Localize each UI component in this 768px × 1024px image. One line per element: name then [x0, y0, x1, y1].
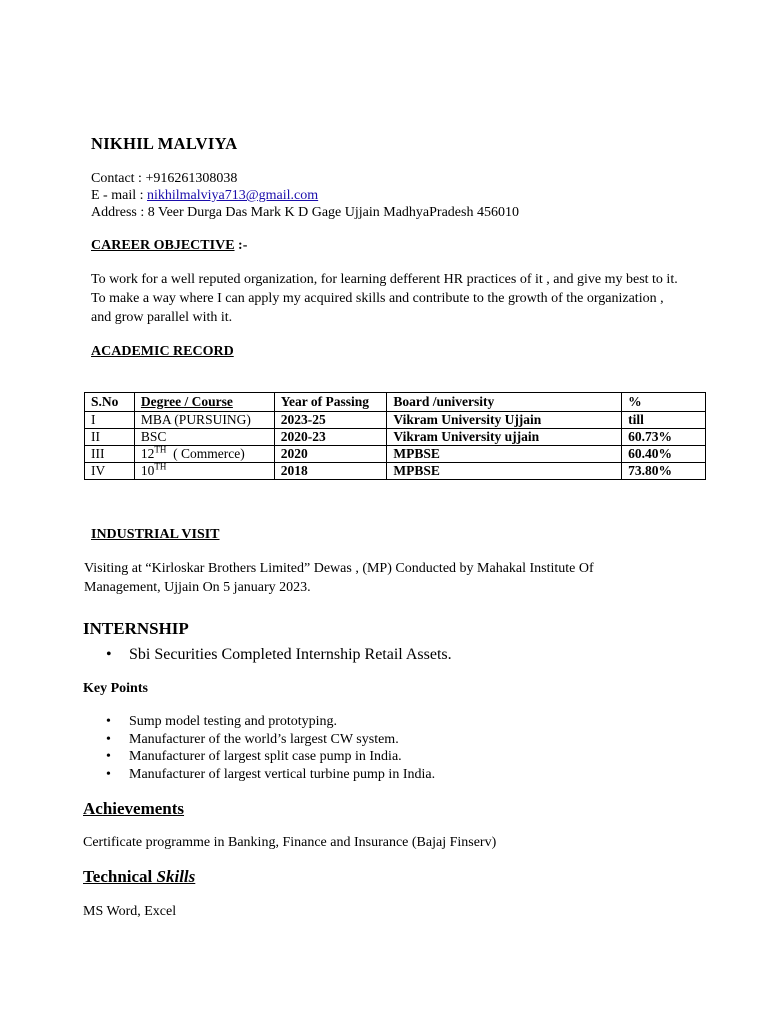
cell-sno: II: [85, 429, 135, 446]
internship-list: [84, 645, 452, 665]
cell-percent: 73.80%: [622, 463, 706, 480]
list-item: • Sbi Securities Completed Internship Retail Assets.: [84, 645, 452, 665]
address-line: [91, 204, 519, 221]
candidate-name: NIKHIL MALVIYA: [91, 134, 238, 153]
email-label: E - mail :: [91, 188, 147, 203]
cell-percent: till: [622, 412, 706, 429]
technical-skills-text: MS Word, Excel: [83, 904, 177, 919]
col-header-sno: S.No: [85, 393, 135, 412]
academic-record-table: [84, 392, 706, 480]
achievements-heading: Achievements: [83, 799, 185, 818]
contact-label: Contact :: [91, 171, 146, 186]
cell-degree: 10TH: [134, 463, 274, 480]
industrial-visit-heading: INDUSTRIAL VISIT: [91, 527, 220, 542]
industrial-visit-text: Visiting at “Kirloskar Brothers Limited” Dewas , (MP) Conducted by Mahakal Institute Of Management, Ujjain On 5 january 2023.: [84, 561, 594, 595]
internship-heading: INTERNSHIP: [83, 619, 189, 638]
cell-year: 2020-23: [274, 429, 387, 446]
cell-year: 2023-25: [274, 412, 387, 429]
key-points-list: [84, 713, 435, 783]
email-link[interactable]: nikhilmalviya713@gmail.com: [147, 188, 319, 203]
key-points-heading: Key Points: [83, 681, 148, 696]
col-header-board: Board /university: [387, 393, 622, 412]
career-objective-title: CAREER OBJECTIVE: [91, 238, 235, 253]
email-line: [91, 187, 318, 204]
col-header-percent: %: [622, 393, 706, 412]
address-label: Address :: [91, 205, 148, 220]
cell-degree: 12TH ( Commerce): [134, 446, 274, 463]
table-row: [85, 429, 706, 446]
career-objective-text: To work for a well reputed organization, for learning defferent HR practices of it , and give my best to it. To make a way where I can apply my acquired skills and contribute to the growth of the organization , and grow parallel with it.: [91, 272, 678, 325]
cell-sno: IV: [85, 463, 135, 480]
table-row: [85, 412, 706, 429]
table-row: [85, 463, 706, 480]
cell-board: MPBSE: [387, 446, 622, 463]
table-row: [85, 446, 706, 463]
cell-degree: BSC: [134, 429, 274, 446]
col-header-degree: Degree / Course: [134, 393, 274, 412]
cell-board: Vikram University ujjain: [387, 429, 622, 446]
cell-board: Vikram University Ujjain: [387, 412, 622, 429]
cell-percent: 60.73%: [622, 429, 706, 446]
list-item: • Manufacturer of largest split case pump in India.: [84, 748, 435, 766]
cell-year: 2020: [274, 446, 387, 463]
list-item: • Sump model testing and prototyping.: [84, 713, 435, 731]
career-objective-heading: [91, 238, 247, 254]
col-header-year: Year of Passing: [274, 393, 387, 412]
cell-percent: 60.40%: [622, 446, 706, 463]
career-objective-suffix: :-: [234, 238, 248, 253]
cell-year: 2018: [274, 463, 387, 480]
technical-skills-heading-part2: Skills: [156, 867, 196, 886]
cell-board: MPBSE: [387, 463, 622, 480]
cell-degree: MBA (PURSUING): [134, 412, 274, 429]
academic-record-heading: ACADEMIC RECORD: [91, 344, 234, 359]
table-header-row: [85, 393, 706, 412]
list-item: • Manufacturer of the world’s largest CW system.: [84, 731, 435, 749]
contact-phone: +916261308038: [145, 171, 238, 186]
technical-skills-heading-part1: Technical: [83, 867, 157, 886]
contact-line: [91, 170, 237, 187]
cell-sno: III: [85, 446, 135, 463]
achievements-text: Certificate programme in Banking, Finance and Insurance (Bajaj Finserv): [83, 835, 497, 850]
list-item: • Manufacturer of largest vertical turbine pump in India.: [84, 766, 435, 784]
technical-skills-heading: [83, 867, 195, 887]
address-value: 8 Veer Durga Das Mark K D Gage Ujjain MadhyaPradesh 456010: [147, 205, 519, 220]
cell-sno: I: [85, 412, 135, 429]
